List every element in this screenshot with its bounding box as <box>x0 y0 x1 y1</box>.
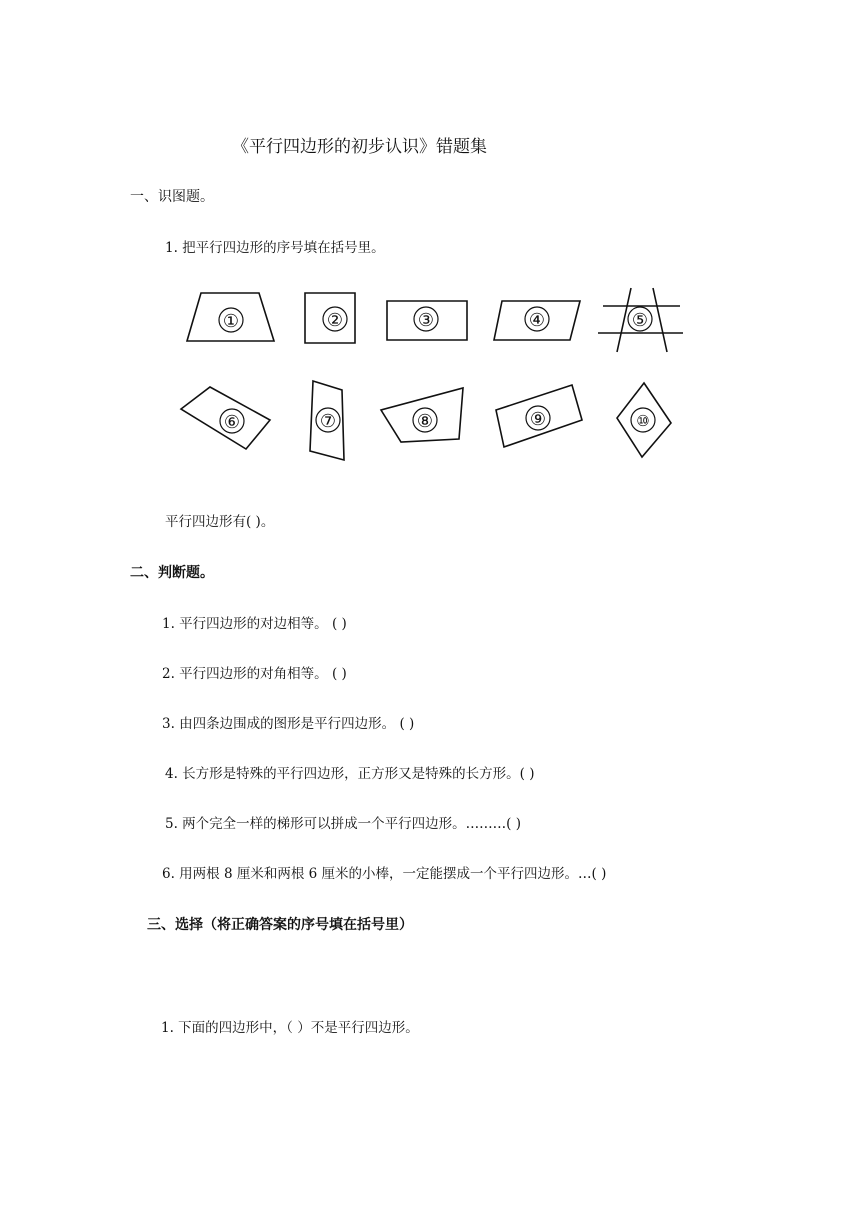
figure-3-label: ③ <box>417 310 435 331</box>
figure-4-parallelogram <box>494 301 580 340</box>
figure-8-irregular-quadrilateral <box>381 388 463 442</box>
choice-question-1: 1. 下面的四边形中，（ ）不是平行四边形。 <box>161 1020 419 1036</box>
figure-7-tall-quadrilateral <box>310 381 344 460</box>
section1-question-1: 1. 把平行四边形的序号填在括号里。 <box>165 240 385 256</box>
figure-1-trapezoid <box>187 293 274 341</box>
figure-10-rhombus <box>617 383 671 457</box>
judgement-item-6: 6. 用两根 8 厘米和两根 6 厘米的小棒，一定能摆成一个平行四边形。…( ) <box>162 866 607 882</box>
page-title: 《平行四边形的初步认识》错题集 <box>232 137 487 157</box>
section3-heading: 三、选择（将正确答案的序号填在括号里） <box>147 917 413 933</box>
judgement-item-4: 4. 长方形是特殊的平行四边形，正方形又是特殊的长方形。( ) <box>165 766 535 782</box>
judgement-item-3: 3. 由四条边围成的图形是平行四边形。 ( ) <box>162 716 415 732</box>
figure-7-label: ⑦ <box>319 411 337 432</box>
figure-10-label: ⑩ <box>636 412 650 430</box>
figure-6-tilted-rectangle <box>181 387 270 449</box>
judgement-item-2: 2. 平行四边形的对角相等。 ( ) <box>162 666 347 682</box>
figure-8-label: ⑧ <box>416 411 434 432</box>
judgement-item-1: 1. 平行四边形的对边相等。 ( ) <box>162 616 347 632</box>
figure-2-square <box>305 293 355 343</box>
section2-heading: 二、判断题。 <box>130 565 214 581</box>
figure-9-label: ⑨ <box>529 409 547 430</box>
figure-5-crossed-lines <box>598 288 683 352</box>
figure-group <box>0 0 860 500</box>
figure-5-label: ⑤ <box>631 310 649 331</box>
figure-1-label: ① <box>222 311 240 332</box>
figure-3-rectangle <box>387 301 467 340</box>
section1-answer-line: 平行四边形有( )。 <box>165 514 275 530</box>
section1-heading: 一、识图题。 <box>130 189 214 205</box>
judgement-item-5: 5. 两个完全一样的梯形可以拼成一个平行四边形。………( ) <box>165 816 521 832</box>
figure-4-label: ④ <box>528 310 546 331</box>
figure-6-label: ⑥ <box>223 412 241 433</box>
figure-9-tilted-rectangle <box>496 385 582 447</box>
figure-2-label: ② <box>326 310 344 331</box>
